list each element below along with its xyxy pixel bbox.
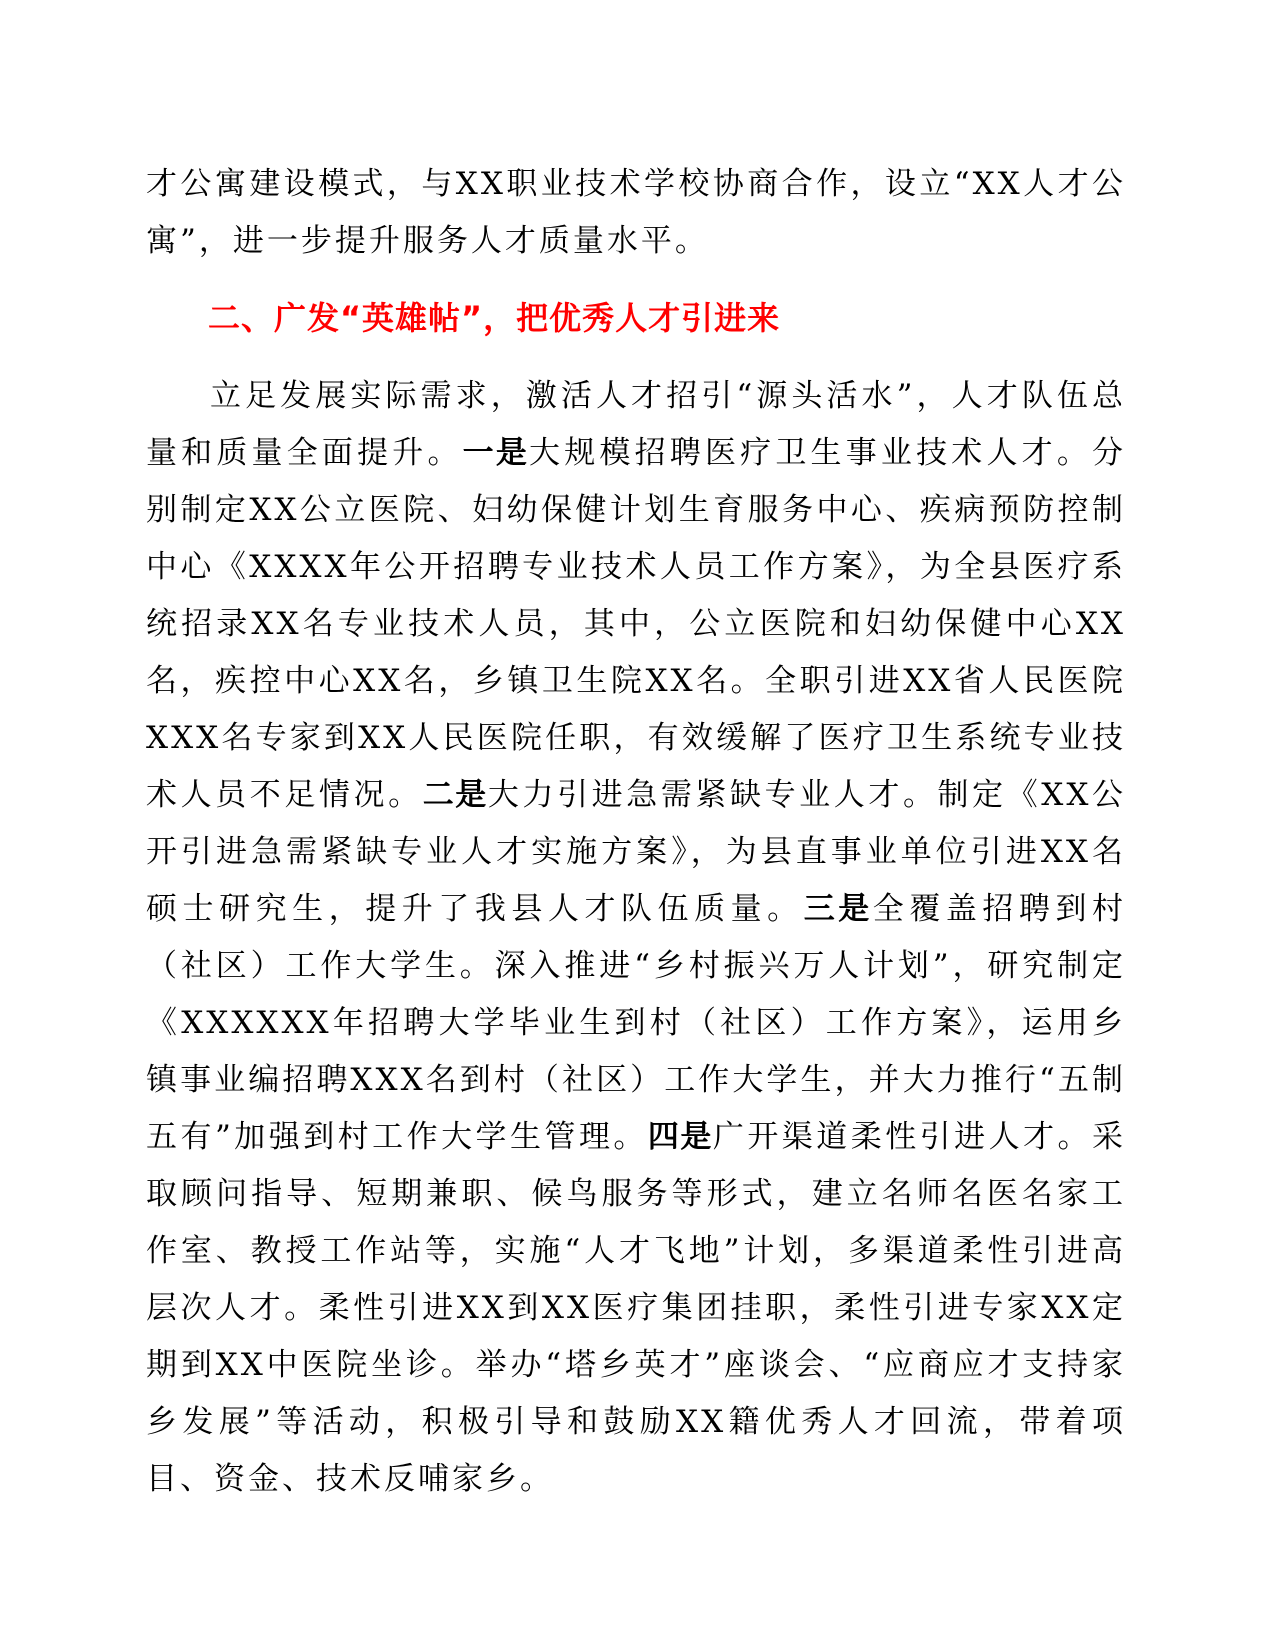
body-paragraph	[146, 368, 1126, 1508]
lead-phrase-1: 一是	[462, 435, 530, 471]
lead-phrase-2: 二是	[422, 777, 488, 813]
body-sentence-1: 立足发展实际需求，激活人才招引“源头活水”，人才队伍总量和质量全面提升。	[146, 378, 1126, 471]
section-heading: 二、广发“英雄帖”，把优秀人才引进来	[208, 299, 781, 337]
intro-paragraph: 才公寓建设模式，与XX职业技术学校协商合作，设立“XX人才公寓”，进一步提升服务人才质量水平。	[146, 166, 1126, 259]
body-sentence-2: 大规模招聘医疗卫生事业技术人才。分别制定XX公立医院、妇幼保健计划生育服务中心、疾病预防控制中心《XXXX年公开招聘专业技术人员工作方案》，为全县医疗系统招录XX名专业技术人员，其中，公立医院和妇幼保健中心XX名，疾控中心XX名，乡镇卫生院XX名。全职引进XX省人民医院XXX名专家到XX人民医院任职，有效缓解了医疗卫生系统专业技术人员不足情况。	[146, 435, 1127, 813]
lead-phrase-4: 四是	[647, 1119, 713, 1155]
body-sentence-4: 全覆盖招聘到村（社区）工作大学生。深入推进“乡村振兴万人计划”，研究制定《XXXXXX年招聘大学毕业生到村（社区）工作方案》，运用乡镇事业编招聘XXX名到村（社区）工作大学生，并大力推行“五制五有”加强到村工作大学生管理。	[146, 891, 1127, 1155]
lead-phrase-3: 三是	[803, 891, 873, 927]
body-sentence-5: 广开渠道柔性引进人才。采取顾问指导、短期兼职、候鸟服务等形式，建立名师名医名家工作室、教授工作站等，实施“人才飞地”计划，多渠道柔性引进高层次人才。柔性引进XX到XX医疗集团挂职，柔性引进专家XX定期到XX中医院坐诊。举办“塔乡英才”座谈会、“应商应才支持家乡发展”等活动，积极引导和鼓励XX籍优秀人才回流，带着项目、资金、技术反哺家乡。	[146, 1119, 1127, 1497]
body-sentence-3: 大力引进急需紧缺专业人才。制定《XX公开引进急需紧缺专业人才实施方案》，为县直事业单位引进XX名硕士研究生，提升了我县人才队伍质量。	[146, 777, 1127, 927]
